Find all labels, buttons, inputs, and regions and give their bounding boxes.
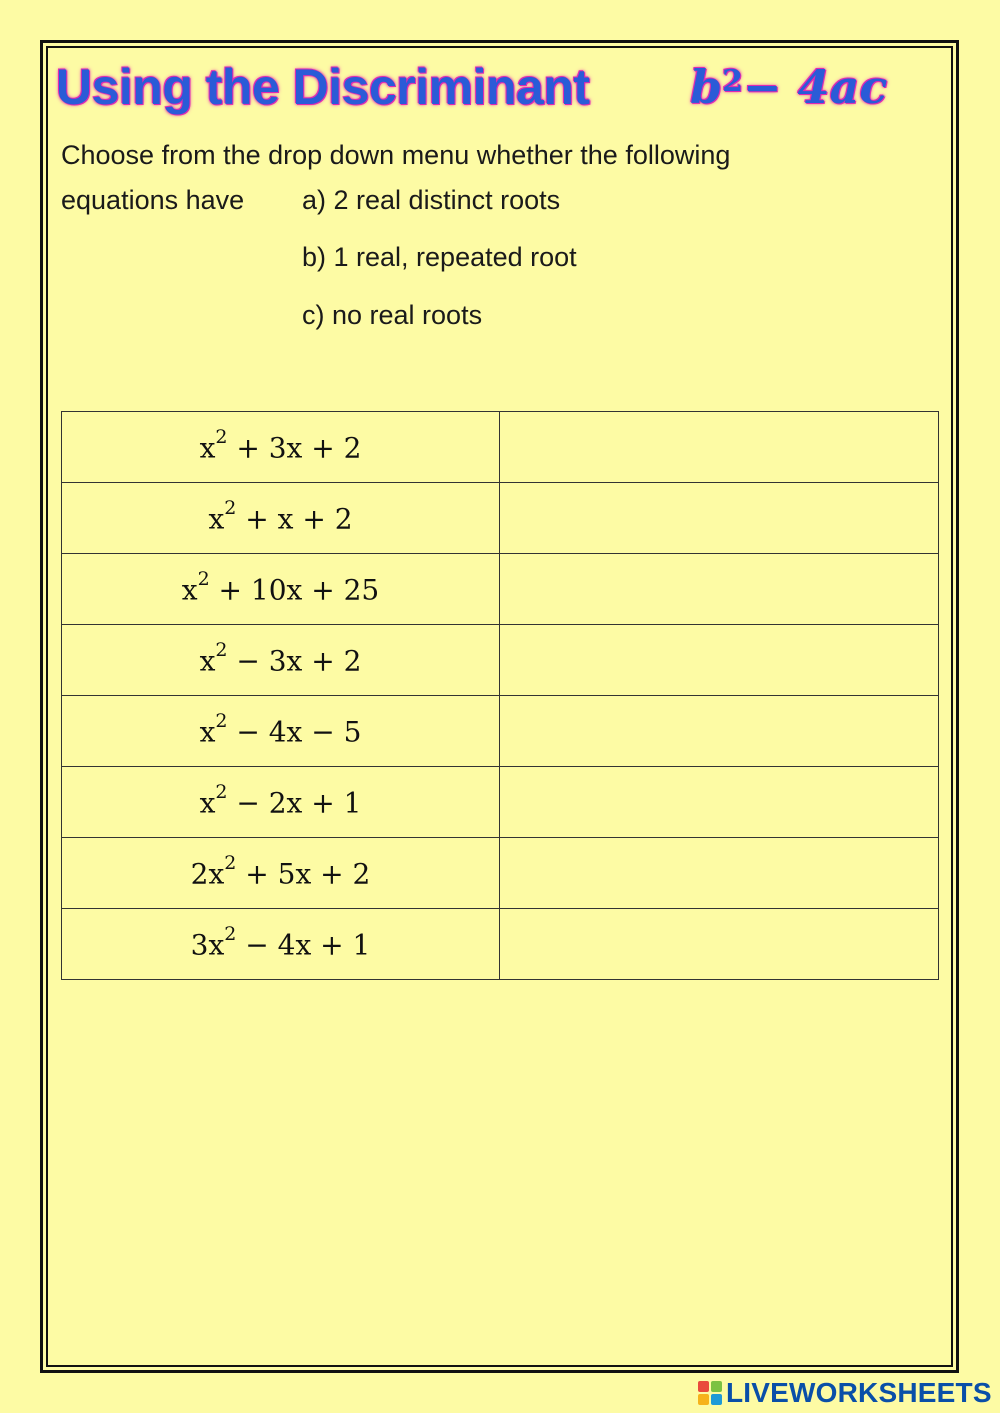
equation-cell <box>62 625 500 696</box>
equation-exponent: 2 <box>215 780 228 803</box>
table-row <box>62 909 939 980</box>
equations-table <box>61 411 939 980</box>
equation-exponent: 2 <box>197 567 210 590</box>
equation-leading-term: x <box>199 786 216 820</box>
logo-mark-square <box>698 1381 709 1392</box>
equation-cell <box>62 838 500 909</box>
option-a: a) 2 real distinct roots <box>302 185 561 215</box>
equation-exponent: 2 <box>215 638 228 661</box>
equation-leading-term: x <box>199 715 216 749</box>
equation-cell <box>62 483 500 554</box>
answer-dropdown[interactable] <box>511 920 927 968</box>
equation-cell <box>62 767 500 838</box>
instruction-line-1: Choose from the drop down menu whether the following <box>61 140 731 170</box>
answer-dropdown[interactable] <box>511 778 927 826</box>
equation-remaining-terms: + 3x + 2 <box>227 431 362 465</box>
equation-cell <box>62 554 500 625</box>
title-text: Using the Discriminant <box>56 59 590 115</box>
option-c: c) no real roots <box>302 300 483 330</box>
formula-rest: − 4ac <box>743 60 888 114</box>
liveworksheets-logo <box>698 1377 992 1409</box>
equation-remaining-terms: + 10x + 25 <box>209 573 380 607</box>
answer-cell[interactable] <box>500 838 939 909</box>
equation-remaining-terms: + 5x + 2 <box>236 857 371 891</box>
liveworksheets-logo-icon <box>698 1381 722 1405</box>
table-row <box>62 483 939 554</box>
equation-exponent: 2 <box>215 709 228 732</box>
answer-dropdown[interactable] <box>511 636 927 684</box>
equation-cell <box>62 696 500 767</box>
logo-text: LIVEWORKSHEETS <box>726 1377 992 1408</box>
formula-exponent: 2 <box>722 63 744 99</box>
equation-exponent: 2 <box>215 425 228 448</box>
equation-leading-term: x <box>181 573 198 607</box>
answer-cell[interactable] <box>500 554 939 625</box>
table-row <box>62 554 939 625</box>
answer-cell[interactable] <box>500 412 939 483</box>
answer-cell[interactable] <box>500 909 939 980</box>
logo-mark-square <box>711 1394 722 1405</box>
answer-cell[interactable] <box>500 696 939 767</box>
answer-dropdown[interactable] <box>511 423 927 471</box>
logo-mark-square <box>711 1381 722 1392</box>
answer-dropdown[interactable] <box>511 565 927 613</box>
equation-leading-term: x <box>199 644 216 678</box>
option-b: b) 1 real, repeated root <box>302 242 577 272</box>
equation-exponent: 2 <box>224 851 237 874</box>
equation-leading-term: x <box>199 431 216 465</box>
answer-dropdown[interactable] <box>511 707 927 755</box>
equation-remaining-terms: + x + 2 <box>236 502 353 536</box>
equation-cell <box>62 909 500 980</box>
equation-exponent: 2 <box>224 496 237 519</box>
worksheet-title <box>56 52 590 122</box>
equation-remaining-terms: − 2x + 1 <box>227 786 362 820</box>
equation-remaining-terms: − 3x + 2 <box>227 644 362 678</box>
table-row <box>62 838 939 909</box>
title-formula <box>690 52 887 122</box>
table-row <box>62 625 939 696</box>
table-row <box>62 412 939 483</box>
equation-remaining-terms: − 4x − 5 <box>227 715 362 749</box>
answer-dropdown[interactable] <box>511 849 927 897</box>
answer-cell[interactable] <box>500 625 939 696</box>
answer-dropdown[interactable] <box>511 494 927 542</box>
formula-base: b <box>690 60 723 114</box>
equation-leading-term: 2x <box>190 857 225 891</box>
equation-remaining-terms: − 4x + 1 <box>236 928 371 962</box>
equation-cell <box>62 412 500 483</box>
answer-cell[interactable] <box>500 483 939 554</box>
table-row <box>62 696 939 767</box>
equation-leading-term: x <box>208 502 225 536</box>
equation-leading-term: 3x <box>190 928 225 962</box>
table-row <box>62 767 939 838</box>
equation-exponent: 2 <box>224 922 237 945</box>
instruction-line-2: equations have <box>61 185 245 215</box>
answer-cell[interactable] <box>500 767 939 838</box>
logo-mark-square <box>698 1394 709 1405</box>
